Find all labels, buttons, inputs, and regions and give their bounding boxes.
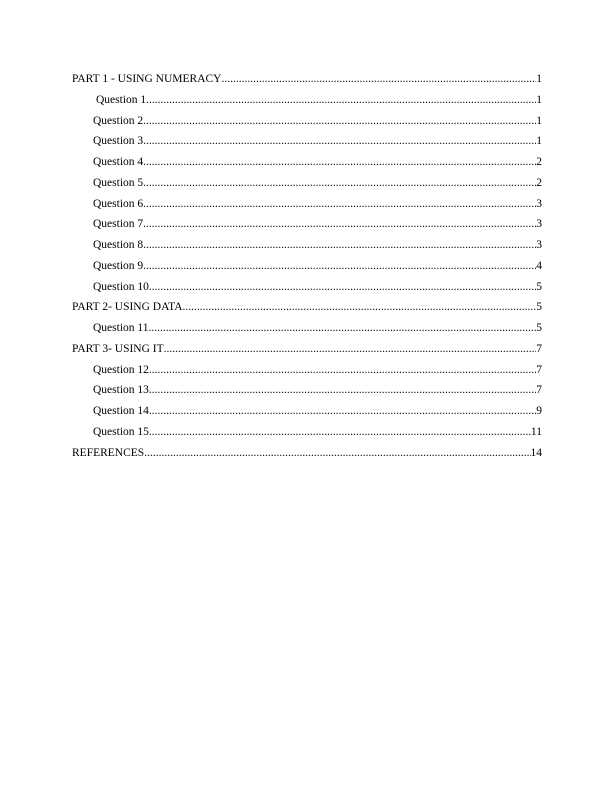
dot-leader: [149, 380, 536, 401]
toc-entry-question-1[interactable]: [72, 90, 542, 111]
toc-entry-label: Question 15: [93, 425, 149, 438]
toc-entry-label: Question 14: [93, 405, 149, 417]
toc-entry-question-5[interactable]: [72, 173, 542, 194]
toc-entry-part-2[interactable]: [72, 297, 542, 318]
toc-entry-question-11[interactable]: [72, 318, 542, 339]
toc-entry-question-9[interactable]: [72, 256, 542, 277]
toc-page-number: 3: [536, 239, 542, 251]
toc-entry-question-6[interactable]: [72, 194, 542, 215]
dot-leader: [143, 235, 536, 256]
dot-leader: [149, 401, 536, 422]
table-of-contents: [72, 69, 542, 463]
dot-leader: [143, 131, 536, 152]
toc-page-number: 2: [536, 156, 542, 168]
toc-page-number: 11: [530, 425, 542, 438]
toc-entry-part-3[interactable]: [72, 339, 542, 360]
toc-page-number: 9: [536, 405, 542, 417]
toc-entry-question-14[interactable]: [72, 401, 542, 422]
toc-entry-label: Question 8: [93, 239, 144, 251]
dot-leader: [148, 318, 536, 339]
toc-entry-question-2[interactable]: [72, 111, 542, 132]
toc-page-number: 5: [536, 280, 542, 293]
toc-entry-question-7[interactable]: [72, 214, 542, 235]
toc-entry-label: PART 3- USING IT: [72, 342, 164, 355]
dot-leader: [149, 422, 531, 443]
dot-leader: [143, 111, 536, 132]
toc-entry-question-4[interactable]: [72, 152, 542, 173]
toc-page-number: 3: [536, 218, 542, 231]
toc-entry-label: REFERENCES: [72, 446, 145, 459]
dot-leader: [183, 297, 537, 318]
toc-entry-label: Question 2: [93, 114, 144, 127]
toc-entry-question-13[interactable]: [72, 380, 542, 401]
toc-entry-label: Question 3: [93, 135, 144, 148]
toc-entry-label: Question 5: [93, 176, 144, 189]
toc-entry-label: Question 13: [93, 384, 149, 397]
toc-entry-label: Question 7: [93, 218, 144, 231]
toc-entry-label: PART 1 - USING NUMERACY: [72, 73, 222, 85]
toc-entry-label: Question 11: [93, 322, 149, 334]
dot-leader: [149, 360, 536, 381]
dot-leader: [143, 194, 536, 215]
dot-leader: [149, 277, 536, 298]
toc-entry-question-10[interactable]: [72, 277, 542, 298]
toc-entry-label: Question 10: [93, 280, 149, 293]
toc-page-number: 7: [536, 342, 542, 355]
toc-page-number: 7: [536, 384, 542, 397]
toc-page-number: 1: [536, 93, 542, 106]
dot-leader: [143, 173, 536, 194]
toc-page-number: 5: [536, 322, 542, 334]
toc-entry-label: Question 1: [96, 93, 147, 106]
toc-page-number: 5: [536, 301, 542, 314]
toc-page-number: 1: [536, 73, 542, 85]
dot-leader: [143, 214, 536, 235]
toc-entry-label: Question 6: [93, 197, 144, 210]
dot-leader: [143, 152, 536, 173]
toc-entry-question-8[interactable]: [72, 235, 542, 256]
toc-page-number: 7: [536, 363, 542, 376]
dot-leader: [221, 69, 536, 90]
toc-entry-question-15[interactable]: [72, 422, 542, 443]
dot-leader: [146, 90, 536, 111]
toc-page-number: 3: [536, 197, 542, 210]
toc-page-number: 2: [536, 176, 542, 189]
toc-entry-label: Question 9: [93, 259, 144, 272]
toc-entry-part-1[interactable]: [72, 69, 542, 90]
dot-leader: [164, 339, 537, 360]
toc-page-number: 1: [536, 114, 542, 127]
toc-entry-label: PART 2- USING DATA: [72, 301, 183, 314]
toc-entry-label: Question 4: [93, 156, 144, 168]
dot-leader: [144, 443, 530, 464]
toc-page-number: 1: [536, 135, 542, 148]
toc-entry-question-12[interactable]: [72, 360, 542, 381]
dot-leader: [143, 256, 536, 277]
toc-page-number: 4: [536, 259, 542, 272]
toc-page-number: 14: [530, 446, 542, 459]
toc-entry-references[interactable]: [72, 443, 542, 464]
toc-entry-question-3[interactable]: [72, 131, 542, 152]
toc-entry-label: Question 12: [93, 363, 149, 376]
